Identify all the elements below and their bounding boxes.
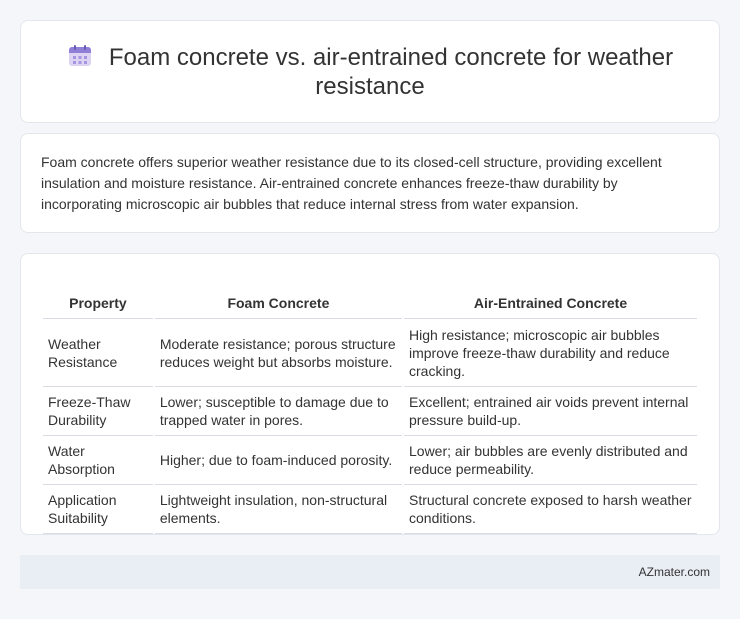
column-header-air-entrained-concrete: Air-Entrained Concrete [404, 274, 697, 319]
foam-concrete-cell: Lightweight insulation, non-structural elements. [155, 485, 402, 534]
foam-concrete-cell: Lower; susceptible to damage due to trapped water in pores. [155, 387, 402, 436]
table-row [43, 319, 697, 387]
air-entrained-cell: Structural concrete exposed to harsh weather conditions. [404, 485, 697, 534]
property-cell: Weather Resistance [43, 319, 153, 387]
comparison-table [41, 274, 699, 534]
table-row [43, 436, 697, 485]
foam-concrete-cell: Higher; due to foam-induced porosity. [155, 436, 402, 485]
property-cell: Water Absorption [43, 436, 153, 485]
column-header-foam-concrete: Foam Concrete [155, 274, 402, 319]
table-row [43, 485, 697, 534]
air-entrained-cell: High resistance; microscopic air bubbles improve freeze-thaw durability and reduce cracking. [404, 319, 697, 387]
footer-bar [20, 555, 720, 589]
page-title [50, 43, 690, 101]
page-title-text: Foam concrete vs. air-entrained concrete for weather resistance [108, 43, 674, 100]
air-entrained-cell: Lower; air bubbles are evenly distributed and reduce permeability. [404, 436, 697, 485]
summary-text: Foam concrete offers superior weather resistance due to its closed-cell structure, providing excellent insulation and moisture resistance. Air-entrained concrete enhances freeze-thaw durability by incorporating microscopic air bubbles that reduce internal stress from water expansion. [41, 153, 662, 212]
calendar-icon [67, 45, 93, 67]
title-wrap [50, 43, 690, 101]
property-cell: Freeze-Thaw Durability [43, 387, 153, 436]
footer-brand: AZmater.com [638, 565, 710, 579]
air-entrained-cell: Excellent; entrained air voids prevent internal pressure build-up. [404, 387, 697, 436]
table-header-row [43, 274, 697, 319]
title-card [20, 20, 720, 123]
column-header-property: Property [43, 274, 153, 319]
table-row [43, 387, 697, 436]
table-card [20, 253, 720, 535]
property-cell: Application Suitability [43, 485, 153, 534]
summary-card [20, 133, 720, 233]
foam-concrete-cell: Moderate resistance; porous structure reduces weight but absorbs moisture. [155, 319, 402, 387]
